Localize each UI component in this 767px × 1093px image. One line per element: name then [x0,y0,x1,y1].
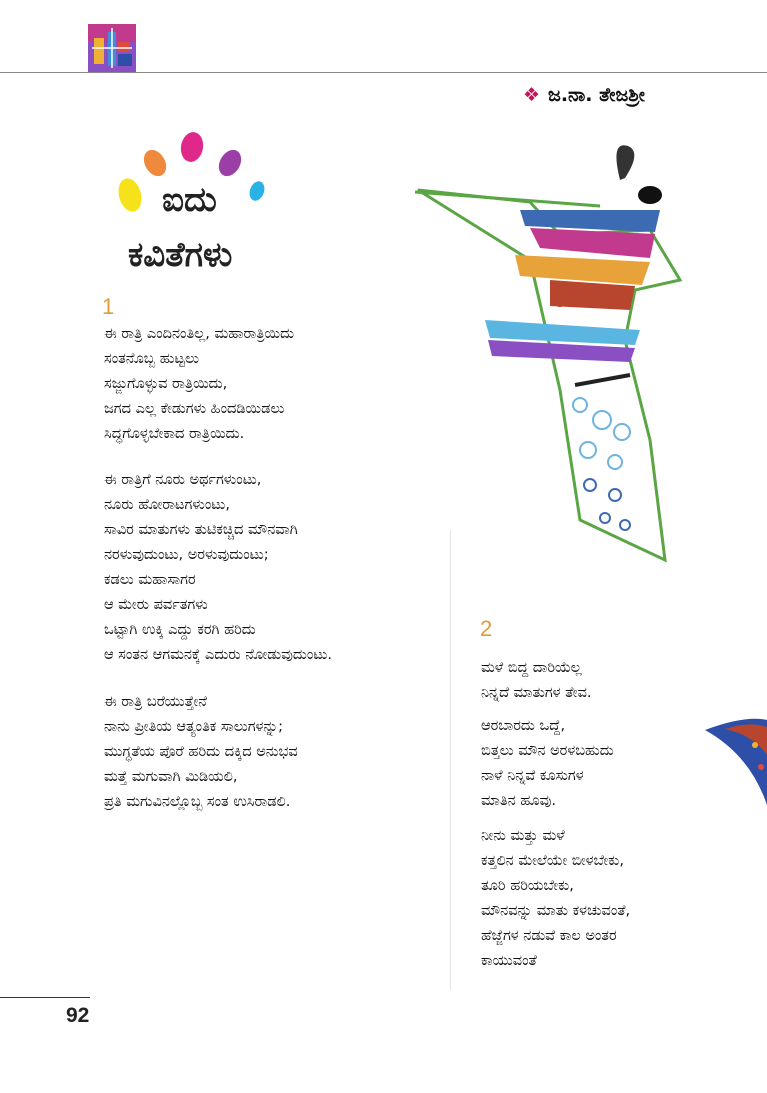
dancing-figure-illustration [410,140,710,570]
poem-line: ಆ ಮೇರು ಪರ್ವತಗಳು [104,597,208,613]
poem-line: ಈ ರಾತ್ರಿಗೆ ನೂರು ಅರ್ಥಗಳುಂಟು, [104,472,262,488]
author-byline [523,84,645,106]
poem-line: ತೂರಿ ಹರಿಯಬೇಕು, [481,878,574,894]
poem-line: ಬಿತ್ತಲು ಮೌನ ಅರಳಬಹುದು [481,743,614,759]
poem-line: ಕತ್ತಲಿನ ಮೇಲೆಯೇ ಬೀಳಬೇಕು, [481,853,624,869]
header-divider [0,72,767,73]
poem-line: ನೂರು ಹೋರಾಟಗಳುಂಟು, [104,497,230,513]
poem-line: ಸಂತನೊಬ್ಬ ಹುಟ್ಟಲು [104,351,199,367]
poem-line: ಆ ಸಂತನ ಆಗಮನಕ್ಕೆ ಎದುರು ನೋಡುವುದುಂಟು. [104,647,333,663]
poem-line: ಆರಬಾರದು ಒದ್ದೆ, [481,718,566,734]
footer-divider [0,997,90,998]
poem-line: ಸಾವಿರ ಮಾತುಗಳು ತುಟಿಕಚ್ಚಿದ ಮೌನವಾಗಿ [104,522,298,538]
edge-artwork-fragment [705,715,767,805]
poem-line: ಜಗದ ಎಲ್ಲ ಕೇಡುಗಳು ಹಿಂದಡಿಯಿಡಲು [104,401,285,417]
poem-line: ಮತ್ತೆ ಮಗುವಾಗಿ ಮಿಡಿಯಲಿ, [104,769,238,785]
poem-line: ನಾನು ಪ್ರೀತಿಯ ಆತ್ಯಂತಿಕ ಸಾಲುಗಳನ್ನು; [104,719,283,735]
poem2-stanza-3 [481,824,630,974]
poem-line: ಕಾಯುವಂತೆ [481,953,537,969]
poem-line: ಈ ರಾತ್ರಿ ಎಂದಿನಂತಿಲ್ಲ, ಮಹಾರಾತ್ರಿಯಿದು [104,326,295,342]
poem-line: ಮುಗ್ಧತೆಯ ಪೊರೆ ಹರಿದು ದಕ್ಕಿದ ಅನುಭವ [104,744,298,760]
poem1-stanza-2 [104,468,332,668]
poem1-stanza-3 [104,690,298,815]
diamond-bullet-icon: ❖ [523,84,541,106]
poem-number-1: 1 [102,294,115,319]
poem2-stanza-1 [481,656,592,706]
poem-line: ಸಿದ್ಧಗೊಳ್ಳಬೇಕಾದ ರಾತ್ರಿಯಿದು. [104,426,245,442]
poem-line: ಮಾತಿನ ಹೂವು. [481,793,556,809]
poem-line: ಮಳೆ ಬಿದ್ದ ದಾರಿಯೆಲ್ಲ [481,660,582,676]
page-number: 92 [66,1004,90,1027]
poem-line: ಒಟ್ಟಾಗಿ ಉಕ್ಕಿ ಎದ್ದು ಕರಗಿ ಹರಿದು [104,622,256,638]
poem-number-2: 2 [480,616,493,641]
poem-line: ನರಳುವುದುಂಟು, ಅರಳುವುದುಂಟು; [104,547,269,563]
poem-line: ಹೆಜ್ಜೆಗಳ ನಡುವೆ ಕಾಲ ಅಂತರ [481,928,617,944]
poem-line: ನಿನ್ನದೆ ಮಾತುಗಳ ತೇವ. [481,685,592,701]
poem1-stanza-1 [104,322,294,447]
page-title-line-1: ಐದು [162,180,217,220]
column-divider [450,530,451,990]
poem-line: ಈ ರಾತ್ರಿ ಬರೆಯುತ್ತೇನೆ [104,694,207,710]
poem-line: ಮೌನವನ್ನು ಮಾತು ಕಳಚುವಂತೆ, [481,903,631,919]
poem2-stanza-2 [481,714,614,814]
poem-line: ನೀನು ಮತ್ತು ಮಳೆ [481,828,565,844]
poem-line: ಕಡಲು ಮಹಾಸಾಗರ [104,572,196,588]
magazine-logo [88,24,136,72]
author-name: ಜ.ನಾ. ತೇಜಶ್ರೀ [548,84,645,106]
poem-line: ಸಜ್ಜುಗೊಳ್ಳುವ ರಾತ್ರಿಯಿದು, [104,376,228,392]
poem-line: ನಾಳೆ ನಿನ್ನವೆ ಕೂಸುಗಳ [481,768,584,784]
page-title-line-2: ಕವಿತೆಗಳು [128,235,233,275]
poem-line: ಪ್ರತಿ ಮಗುವಿನಲ್ಲೊಬ್ಬ ಸಂತ ಉಸಿರಾಡಲಿ. [104,794,291,810]
